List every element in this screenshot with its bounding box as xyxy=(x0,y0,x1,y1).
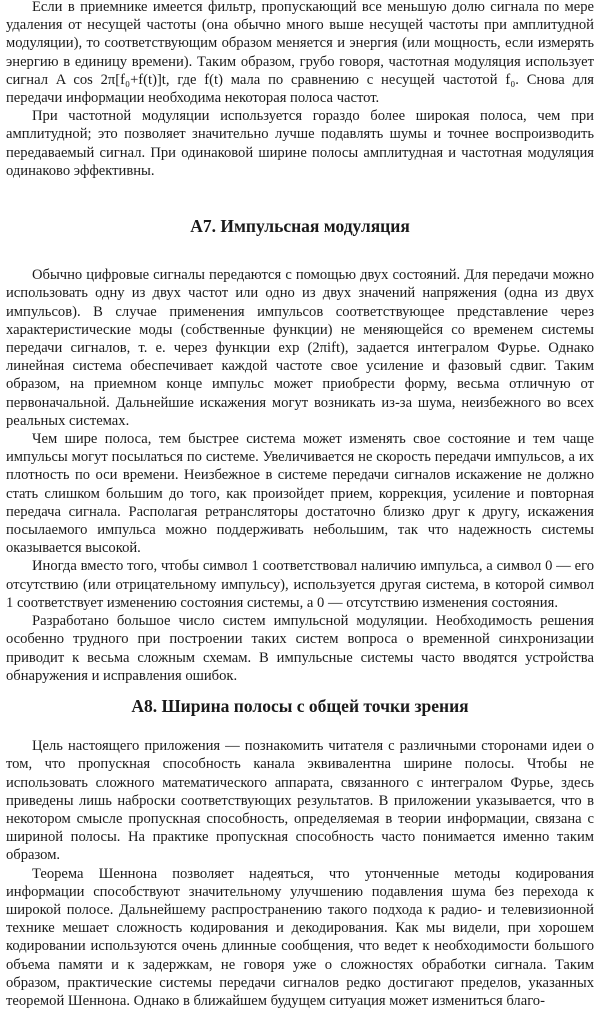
a8-paragraph-1: Цель настоящего приложения — познакомить читателя с различными сторонами идеи о том, что пропускная способность канала эквивалентна ширине полосы. Чтобы не использовать сложного математического аппарата, связанного с интегралом Фурье, здесь приведены лишь наброски соответствующих результатов. В приложении указывается, что в некотором смысле пропускная способность, определяемая в теории информации, связана с шириной полосы. На практике пропускная способность часто понимается именно таким образом. xyxy=(6,738,594,864)
a7-paragraph-3: Иногда вместо того, чтобы символ 1 соответствовал наличию импульса, а символ 0 — его отсутствию (или отрицательному импульсу), используется другая система, в которой символ 1 соответствует изменению состояния системы, а 0 — отсутствию изменения состояния. xyxy=(6,558,594,611)
a7-paragraph-2: Чем шире полоса, тем быстрее система может изменять свое состояние и тем чаще импульсы могут посылаться по системе. Увеличивается не скорость передачи импульсов, а их плотность по оси времени. Неизбежное в системе передачи сигналов искажение не должно стать слишком большим до того, как произойдет прием, коррекция, усиление и повторная передача сигнала. Располагая ретрансляторы достаточно близко друг к другу, искажения посылаемого импульса можно поддерживать небольшим, так что надежность системы оказывается высокой. xyxy=(6,431,594,557)
a7-paragraph-1: Обычно цифровые сигналы передаются с помощью двух состояний. Для передачи можно использовать одну из двух частот или одно из двух значений напряжения (одна из двух импульсов). В случае применения импульсов соответствующее представление через характеристические моды (собственные функции) не меняющейся со временем системы передачи сигналов, т. е. через функции exp (2πift), задается интегралом Фурье. Однако линейная система обеспечивает каждой частоте свое усиление и фазовый сдвиг. Таким образом, на приемном конце импульс может приобрести форму, весьма отличную от первоначальной. Дальнейшие искажения могут возникать из-за шума, неизбежного во всех реальных системах. xyxy=(6,267,594,429)
section-heading-a8: А8. Ширина полосы с общей точки зрения xyxy=(131,695,469,716)
intro-paragraph-2: При частотной модуляции используется гораздо более широкая полоса, чем при амплитудной; это позволяет значительно лучше подавлять шумы и точнее воспроизводить передаваемый сигнал. При одинаковой ширине полосы амплитудная и частотная модуляция одинаково эффективны. xyxy=(6,108,594,179)
intro-paragraph-1: Если в приемнике имеется фильтр, пропускающий все меньшую долю сигнала по мере удаления от несущей частоты (она обычно много выше несущей частоты при амплитудной модуляции), то соответствующим образом меняется и энергия (или мощность, если измерять энергию в единицу времени). Таким образом, грубо говоря, частотная модуляция использует сигнал A cos 2π[f₀+f(t)]t, где f(t) мала по сравнению с несущей частотой f₀. Снова для передачи информации необходима некоторая полоса частот. xyxy=(6,0,594,107)
section-heading-a7: А7. Импульсная модуляция xyxy=(190,216,410,237)
a7-paragraph-4: Разработано большое число систем импульсной модуляции. Необходимость решения особенно трудного при построении таких систем вопроса о временной синхронизации приводит к весьма сложным схемам. В импульсные системы часто вводятся устройства обнаружения и исправления ошибок. xyxy=(6,613,594,684)
a8-paragraph-2: Теорема Шеннона позволяет надеяться, что утонченные методы кодирования информации способствуют значительному улучшению подавления шума без перехода к широкой полосе. Дальнейшему распространению такого подхода к радио- и телевизионной технике мешает сложность кодирования и декодирования. Как мы видели, при хорошем кодировании используются очень длинные сообщения, что ведет к необходимости большого объема памяти и к задержкам, не говоря уже о сложностях обработки сигнала. Таким образом, практические системы передачи сигналов редко достигают пределов, указанных теоремой Шеннона. Однако в ближайшем будущем ситуация может измениться благо- xyxy=(6,865,594,1009)
